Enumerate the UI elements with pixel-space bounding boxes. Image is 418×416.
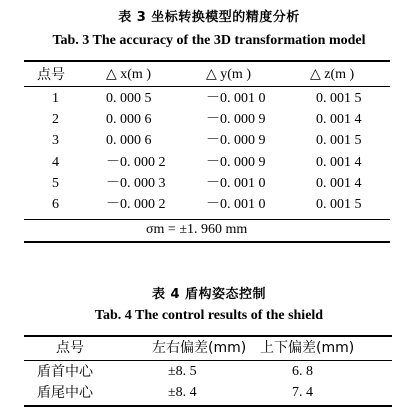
table4-bottom-rule <box>24 405 392 407</box>
table3-row-5-col-0: 6 <box>52 197 59 212</box>
table3-row-5-col-2: －0. 001 0 <box>206 197 266 212</box>
table3-row-5-col-3: 0. 001 5 <box>316 197 362 212</box>
table3-row-0-col-0: 1 <box>52 91 59 106</box>
table4-row-1-lr: ±8. 4 <box>168 385 197 400</box>
table4-top-rule <box>24 335 392 337</box>
table3-row-1-col-1: 0. 000 6 <box>106 112 152 128</box>
table3-header-dx: △ x(m ) <box>106 67 151 82</box>
table4-caption-en: Tab. 4 The control results of the shield <box>94 308 324 323</box>
table4-caption-cn: 表 4 盾构姿态控制 <box>151 287 267 302</box>
table4-row-0-ud: 6. 8 <box>292 364 313 379</box>
table4-row-1-ud: 7. 4 <box>292 385 313 400</box>
table3-row-1-col-2: －0. 000 9 <box>206 112 266 128</box>
table3-top-rule <box>24 60 390 62</box>
table3-row-4-col-2: －0. 001 0 <box>206 175 266 191</box>
table3-row-3-col-0: 4 <box>52 154 59 170</box>
table3-header-rule <box>24 86 390 87</box>
table3-header-dz: △ z(m ) <box>310 67 355 82</box>
table3-row-2-col-3: 0. 001 5 <box>316 133 362 149</box>
table3-row-1-col-0: 2 <box>52 112 59 128</box>
table4-header-point: 点号 <box>56 340 84 356</box>
table3-header-point: 点号 <box>37 67 65 83</box>
table3-row-3-col-3: 0. 001 4 <box>316 154 362 170</box>
table3-row-0-col-1: 0. 000 5 <box>106 91 152 106</box>
table3-bottom-rule <box>24 241 390 243</box>
table4-header-rule <box>24 360 392 361</box>
table4-row-1-point: 盾尾中心 <box>37 385 93 401</box>
table3-caption-cn: 表 3 坐标转换模型的精度分析 <box>118 10 300 25</box>
table3-row-5-col-1: －0. 000 2 <box>106 197 166 212</box>
table3-row-0-col-2: －0. 001 0 <box>206 91 266 106</box>
table3-row-4-col-3: 0. 001 4 <box>316 175 362 191</box>
table3-row-2-col-0: 3 <box>52 133 59 149</box>
table3-summary: σm = ±1. 960 mm <box>146 222 248 237</box>
table3-row-3-col-2: －0. 000 9 <box>206 154 266 170</box>
table4-row-0-point: 盾首中心 <box>37 364 93 380</box>
table3-row-4-col-1: －0. 000 3 <box>106 175 166 191</box>
table3-row-1-col-3: 0. 001 4 <box>316 112 362 128</box>
table4-header-ud: 上下偏差(mm) <box>260 340 355 356</box>
table3-header-dy: △ y(m ) <box>206 67 251 82</box>
table3-row-2-col-2: －0. 000 9 <box>206 133 266 149</box>
table4-header-lr: 左右偏差(mm) <box>152 340 247 356</box>
table3-row-4-col-0: 5 <box>52 175 59 191</box>
table3-caption-en: Tab. 3 The accuracy of the 3D transformation model <box>52 33 366 48</box>
table3-row-2-col-1: 0. 000 6 <box>106 133 152 149</box>
table3-row-3-col-1: －0. 000 2 <box>106 154 166 170</box>
table3-row-0-col-3: 0. 001 5 <box>316 91 362 106</box>
table3-summary-rule <box>24 219 390 220</box>
table4-row-0-lr: ±8. 5 <box>168 364 197 379</box>
